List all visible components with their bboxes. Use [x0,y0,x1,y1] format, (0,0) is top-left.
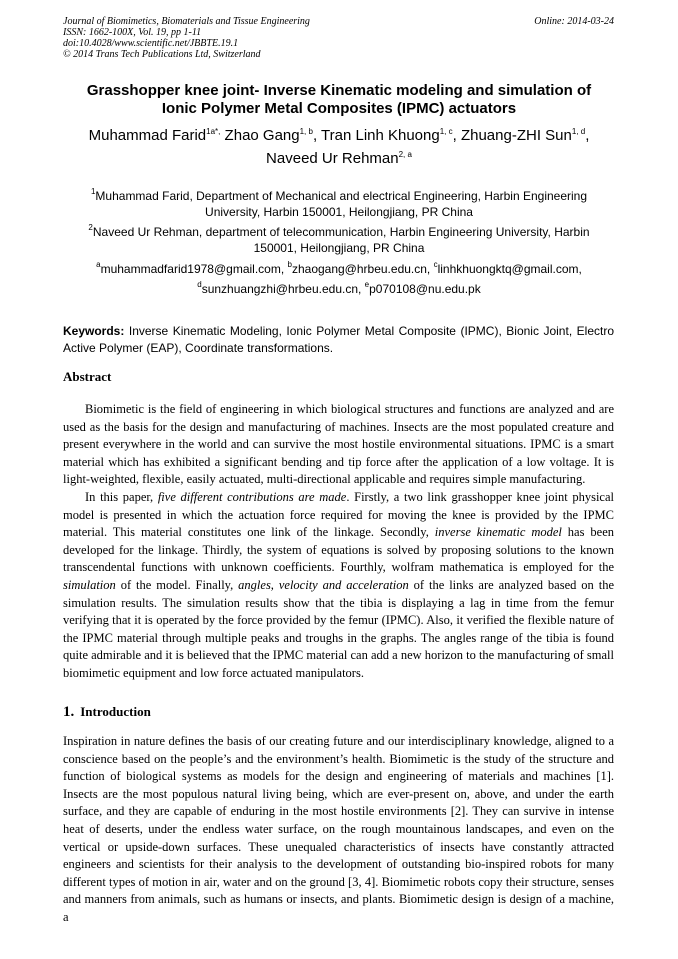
keywords-label: Keywords: [63,324,125,338]
abstract-p2-text-g: of the model. Finally, [115,577,239,592]
author-2-sup: 1, b [299,127,313,136]
email-1: muhammadfarid1978@gmail.com, [100,262,288,276]
email-4: sunzhuangzhi@hrbeu.edu.cn, [201,282,365,296]
introduction-heading [63,704,151,721]
abstract-paragraph-2 [63,489,614,683]
email-3-sup: c [433,260,438,269]
abstract-p2-text-i: of the links are analyzed based on the simulation results. The simulation results show that the tibia is displaying a lag in time from the femur verifying that it is operated by the force provided by the femur (IPMC). Also, it verified the flexible nature of the IPMC material through multiple peaks and troughs in the graphs. The angles range of the tibia is found quite admirable and it is believed that the IPMC material can add a new horizon to the manufacturing of small biomimetic equipment and low force actuated manipulators. [63,577,614,680]
abstract-p2-emph-b: five different contributions are made [157,489,347,504]
keywords-text: Inverse Kinematic Modeling, Ionic Polymer Metal Composite (IPMC), Bionic Joint, Electro Active Polymer (EAP), Coordinate transformations. [63,324,614,355]
affiliation-2-text: Naveed Ur Rehman, department of telecommunication, Harbin Engineering University, Harbin [92,225,590,239]
affiliation-2-line-1 [70,220,608,240]
affiliation-2 [70,220,608,256]
title-line-2: Ionic Polymer Metal Composites (IPMC) actuators [161,100,517,117]
abstract-body [63,401,614,683]
author-line-2 [50,145,628,168]
email-2: zhaogang@hrbeu.edu.cn, [291,262,434,276]
affiliation-2-line-2: 150001, Heilongjiang, PR China [253,241,425,255]
email-line-2 [70,277,608,297]
author-3: , Tran Linh Khuong [312,127,440,144]
doi-line: doi:10.4028/www.scientific.net/JBBTE.19.1 [63,38,239,49]
email-3: linhkhuongktq@gmail.com, [437,262,582,276]
author-4-sup: 1, d [571,127,586,136]
author-1: Muhammad Farid [88,127,207,144]
author-line-1 [50,122,628,145]
abstract-paragraph-1: Biomimetic is the field of engineering in which biological structures and functions are analyzed and are used as the basis for the design and manufacturing of machines. Insects are the most populated creature and present everywhere in the world and can survive the most hostile environmental situations. IPMC is a smart material which has exhibited a significant bending and tip force after the application of a low voltage. It is light-weighted, flexible, easily actuated, multi-directional applicable and requires simple manufacturing. [63,402,614,487]
abstract-heading: Abstract [63,369,112,384]
affiliation-1-line-2: University, Harbin 150001, Heilongjiang, PR China [205,205,473,219]
affiliation-1-line-1 [70,184,608,204]
email-4-sup: d [197,280,202,289]
abstract-p2-emph-h: angles, velocity and acceleration [238,577,409,592]
email-5: p070108@nu.edu.pk [369,282,481,296]
author-4: , Zhuang-ZHI Sun [452,127,572,144]
affiliation-1-text: Muhammad Farid, Department of Mechanical and electrical Engineering, Harbin Engineering [95,189,588,203]
copyright-line: © 2014 Trans Tech Publications Ltd, Switzerland [63,49,261,60]
section-title: Introduction [80,704,151,719]
abstract-p2-text-c: . Firstly, a two link grasshopper knee joint physical model is presented in which the actuation force required for moving the knee is provided by the IPMC material. This material constitutes one link of the linkage. Secondly, [63,489,615,540]
author-5-sup: 2, a [398,150,412,159]
email-1-sup: a [96,260,101,269]
email-2-sup: b [287,260,292,269]
issn-line: ISSN: 1662-100X, Vol. 19, pp 1-11 [63,27,202,38]
author-4-tail: , [585,127,590,144]
affiliation-1-sup: 1 [90,187,96,196]
author-5: Naveed Ur Rehman [266,150,399,167]
journal-name: Journal of Biomimetics, Biomaterials and Tissue Engineering [63,16,310,27]
author-3-sup: 1, c [439,127,453,136]
abstract-p2-emph-f: simulation [63,577,116,592]
email-list [70,257,608,297]
affiliation-1 [70,184,608,220]
paper-title [50,82,628,118]
introduction-body [63,733,614,927]
keywords [63,323,614,357]
author-1-sup: 1a*, [206,127,221,136]
section-number: 1. [63,704,75,720]
affiliation-2-sup: 2 [88,223,93,232]
abstract-p2-text-e: has been developed for the linkage. Thirdly, the system of equations is solved by proposing solutions to the known transcendental functions with unknown coefficients. Fourthly, wolfram mathematica is employed for the [63,525,615,575]
email-line-1 [70,257,608,277]
online-date: Online: 2014-03-24 [534,16,614,27]
author-list [50,122,628,168]
abstract-p2-emph-d: inverse kinematic model [434,525,562,540]
abstract-p2-text-a: In this paper, [85,489,158,504]
author-2: Zhao Gang [220,127,300,144]
email-5-sup: e [364,280,370,289]
title-line-1: Grasshopper knee joint- Inverse Kinematic modeling and simulation of [86,82,592,99]
introduction-paragraph-1: Inspiration in nature defines the basis of our creating future and our interdisciplinary knowledge, aligned to a conscience based on the people’s and the environment’s health. Biomimetic is the study of the structure and function of biological systems as models for the design and engineering of materials and machines [1]. Insects are the most populous natural living being, which are ever-present on, above, and under the earth surface, and they are capable of enduring in the most hostile environments [2]. They can survive in intense heat of deserts, under the endless water surface, on the rough mountainous landscapes, and even on the vertical or upside-down surfaces. These unequaled characteristics of insects have constantly attracted engineers and scientists for their analysis to the development of outstanding bio-inspired robots for many different types of motion in air, water and on the ground [3, 4]. Biomimetic robots copy their structure, senses and manners from animals, such as humans or insects, and plants. Biomimetic design is design of a machine, a [63,734,614,924]
